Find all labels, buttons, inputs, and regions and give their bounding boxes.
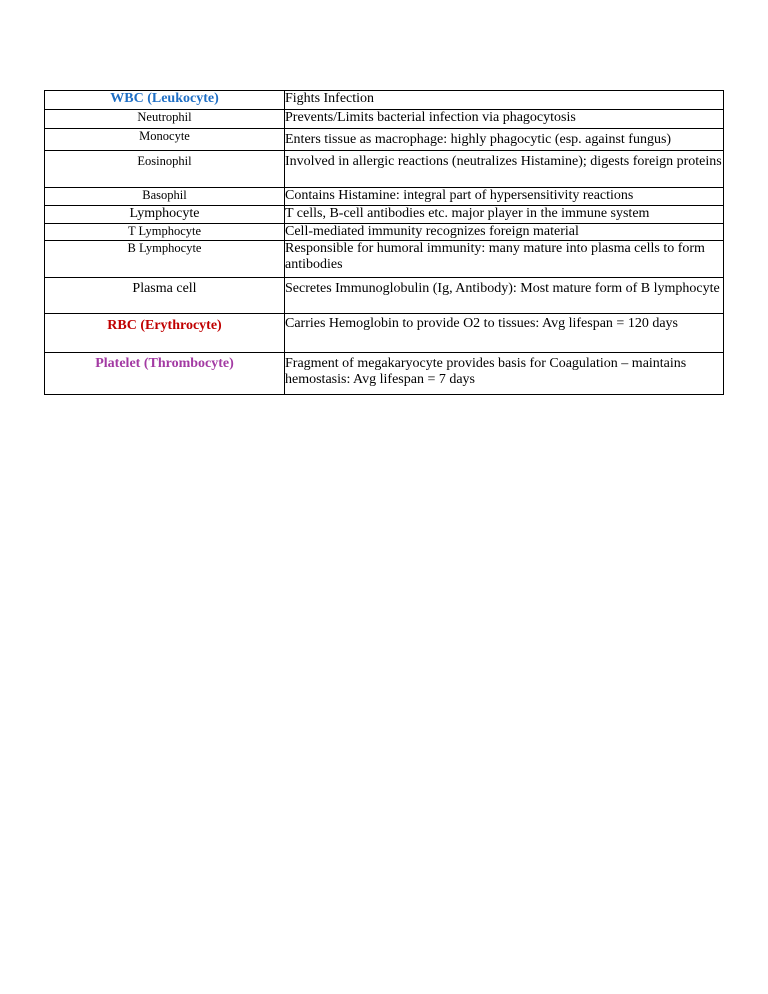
table-row-eosinophil: [45, 151, 724, 188]
table-row-t-lymphocyte: [45, 224, 724, 241]
cell-desc-plasma-cell: Secretes Immunoglobulin (Ig, Antibody): Most mature form of B lymphocyte: [285, 278, 724, 314]
blood-cell-table: [44, 90, 724, 395]
cell-desc-t-lymphocyte: Cell-mediated immunity recognizes foreign material: [285, 224, 724, 241]
cell-desc-wbc: Fights Infection: [285, 91, 724, 110]
cell-desc-basophil: Contains Histamine: integral part of hypersensitivity reactions: [285, 188, 724, 206]
table-row-wbc: [45, 91, 724, 110]
table-row-monocyte: [45, 129, 724, 151]
cell-name-platelet: Platelet (Thrombocyte): [45, 353, 285, 395]
cell-desc-lymphocyte: T cells, B-cell antibodies etc. major player in the immune system: [285, 206, 724, 224]
cell-desc-platelet: Fragment of megakaryocyte provides basis for Coagulation – maintains hemostasis: Avg lifespan = 7 days: [285, 353, 724, 395]
table-row-b-lymphocyte: [45, 241, 724, 278]
cell-name-b-lymphocyte: B Lymphocyte: [45, 241, 285, 278]
cell-name-t-lymphocyte: T Lymphocyte: [45, 224, 285, 241]
cell-name-lymphocyte: Lymphocyte: [45, 206, 285, 224]
table-row-basophil: [45, 188, 724, 206]
cell-name-monocyte: Monocyte: [45, 129, 285, 151]
table-row-platelet: [45, 353, 724, 395]
cell-desc-monocyte: Enters tissue as macrophage: highly phagocytic (esp. against fungus): [285, 129, 724, 151]
cell-desc-eosinophil: Involved in allergic reactions (neutralizes Histamine); digests foreign proteins: [285, 151, 724, 188]
cell-name-rbc: RBC (Erythrocyte): [45, 314, 285, 353]
table-row-neutrophil: [45, 110, 724, 129]
cell-name-eosinophil: Eosinophil: [45, 151, 285, 188]
cell-name-wbc: WBC (Leukocyte): [45, 91, 285, 110]
cell-name-basophil: Basophil: [45, 188, 285, 206]
table-row-rbc: [45, 314, 724, 353]
cell-desc-rbc: Carries Hemoglobin to provide O2 to tissues: Avg lifespan = 120 days: [285, 314, 724, 353]
cell-desc-neutrophil: Prevents/Limits bacterial infection via phagocytosis: [285, 110, 724, 129]
table-row-plasma-cell: [45, 278, 724, 314]
table-row-lymphocyte: [45, 206, 724, 224]
cell-name-plasma-cell: Plasma cell: [45, 278, 285, 314]
cell-desc-b-lymphocyte: Responsible for humoral immunity: many mature into plasma cells to form antibodies: [285, 241, 724, 278]
cell-name-neutrophil: Neutrophil: [45, 110, 285, 129]
